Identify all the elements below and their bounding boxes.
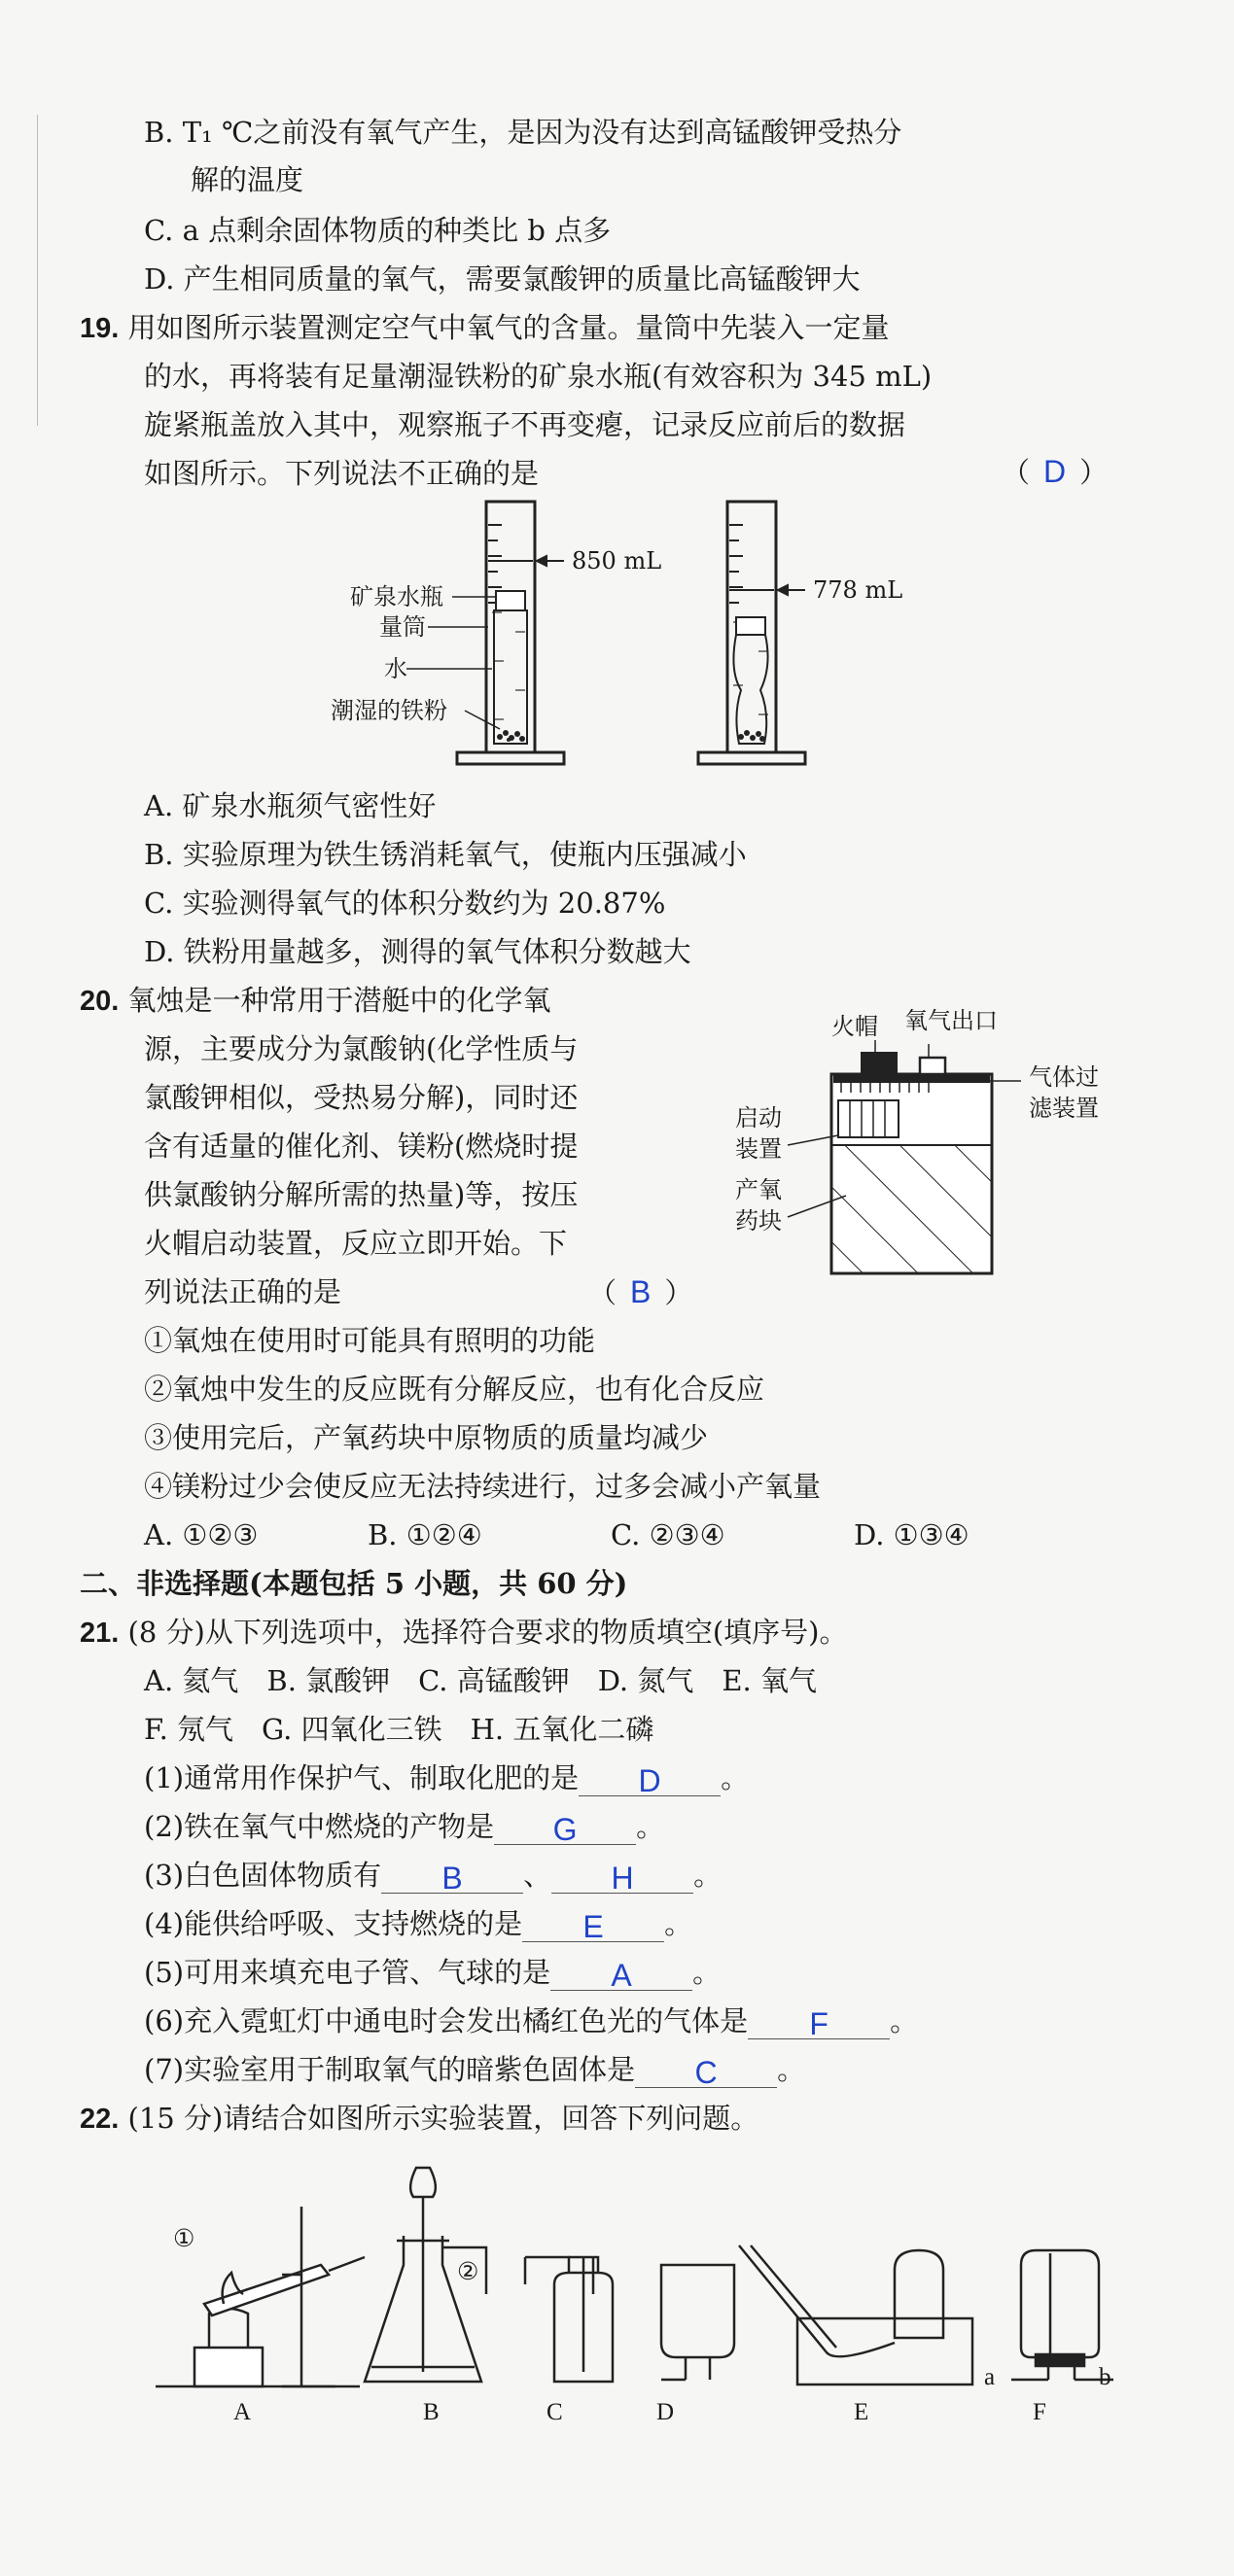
q21-choices-line2: F. 氖气 G. 四氧化三铁 H. 五氧化二磷 <box>144 1713 654 1746</box>
label-850: 850 mL <box>572 547 662 574</box>
q21-answer-3b: H <box>611 1861 634 1896</box>
q20-statement-3: ③使用完后，产氧药块中原物质的质量均减少 <box>144 1421 709 1454</box>
q19-stem-line3: 旋紧瓶盖放入其中，观察瓶子不再变瘪，记录反应前后的数据 <box>144 408 906 441</box>
q18-option-d: D. 产生相同质量的氧气，需要氯酸钾的质量比高锰酸钾大 <box>144 262 861 296</box>
label-starter-1: 启动 <box>735 1104 782 1131</box>
q21-answer-7: C <box>694 2055 718 2090</box>
period: 。 <box>890 2004 919 2037</box>
q18-option-b-line2: 解的温度 <box>191 163 304 196</box>
q19-answer: D <box>1043 454 1067 489</box>
label-bottle: 矿泉水瓶 <box>350 583 443 610</box>
label-iron: 潮湿的铁粉 <box>331 697 447 724</box>
label-starter-2: 装置 <box>735 1135 782 1163</box>
q20-option-c: C. ②③④ <box>611 1518 725 1551</box>
q20-statement-2: ②氧烛中发生的反应既有分解反应，也有化合反应 <box>144 1373 765 1406</box>
q20-stem-line7: 列说法正确的是 <box>144 1275 342 1308</box>
q21-item-5-text: (5)可用来填充电子管、气球的是 <box>144 1956 551 1989</box>
q21-choices-line1: A. 氦气 B. 氯酸钾 C. 高锰酸钾 D. 氮气 E. 氧气 <box>144 1664 817 1697</box>
q20-stem-line4: 含有适量的催化剂、镁粉(燃烧时提 <box>144 1130 579 1163</box>
apparatus-label-c: C <box>546 2399 563 2425</box>
q20-stem-line6: 火帽启动装置，反应立即开始。下 <box>144 1227 568 1260</box>
mark-2: ② <box>457 2259 479 2285</box>
q20-stem-line1: 氧烛是一种常用于潜艇中的化学氧 <box>127 984 551 1017</box>
period: 。 <box>693 1859 723 1892</box>
q21-line1 <box>80 1614 847 1652</box>
margin-rule <box>37 115 38 426</box>
period: 。 <box>664 1907 693 1940</box>
port-b: b <box>1099 2364 1111 2390</box>
period: 。 <box>721 1761 750 1794</box>
q20-answer-bracket <box>588 1273 692 1311</box>
q21-item-4 <box>144 1905 692 1942</box>
q21-answer-5: A <box>611 1958 632 1993</box>
period: 。 <box>636 1810 665 1843</box>
q19-block <box>80 309 890 347</box>
apparatus-label-f: F <box>1033 2399 1046 2425</box>
q21-stem: (8 分)从下列选项中，选择符合要求的物质填空(填序号)。 <box>127 1616 848 1649</box>
apparatus-d <box>661 2265 734 2380</box>
apparatus-label-e: E <box>854 2399 869 2425</box>
q19-option-c: C. 实验测得氧气的体积分数约为 20.87% <box>144 887 666 920</box>
left-cylinder-base <box>457 752 564 764</box>
q18-option-c: C. a 点剩余固体物质的种类比 b 点多 <box>144 214 612 247</box>
apparatus-label-a: A <box>233 2399 252 2425</box>
q20-stem-line2: 源，主要成分为氯酸钠(化学性质与 <box>144 1032 579 1065</box>
label-oxygen-outlet: 氧气出口 <box>904 1007 998 1034</box>
section-heading: 二、非选择题(本题包括 5 小题，共 60 分) <box>80 1567 628 1600</box>
label-fire-cap: 火帽 <box>831 1013 878 1040</box>
q19-stem-line2: 的水，再将装有足量潮湿铁粉的矿泉水瓶(有效容积为 345 mL) <box>144 360 933 393</box>
q19-option-d: D. 铁粉用量越多，测得的氧气体积分数越大 <box>144 935 691 968</box>
q21-item-6-text: (6)充入霓虹灯中通电时会发出橘红色光的气体是 <box>144 2004 749 2037</box>
q21-blank-2 <box>494 1811 636 1845</box>
label-water: 水 <box>384 655 407 682</box>
q21-blank-3b <box>551 1860 693 1894</box>
q22-stem: (15 分)请结合如图所示实验装置，回答下列问题。 <box>127 2102 759 2135</box>
q21-answer-4: E <box>582 1909 604 1944</box>
q21-blank-3a <box>381 1860 523 1894</box>
label-block-2: 药块 <box>735 1207 782 1235</box>
q21-item-5 <box>144 1954 721 1991</box>
q18-option-b-line1: B. T₁ ℃之前没有氧气产生，是因为没有达到高锰酸钾受热分 <box>144 116 902 149</box>
q19-stem-line4: 如图所示。下列说法不正确的是 <box>144 457 540 490</box>
q20-stem-line5: 供氯酸钠分解所需的热量)等，按压 <box>144 1178 579 1211</box>
q20-option-a: A. ①②③ <box>144 1518 259 1551</box>
oxygen-block <box>831 1145 992 1273</box>
q19-stem-line1: 用如图所示装置测定空气中氧气的含量。量筒中先装入一定量 <box>127 311 890 344</box>
label-filter-2: 滤装置 <box>1029 1095 1099 1122</box>
fire-cap <box>861 1052 898 1074</box>
q21-blank-7 <box>635 2054 777 2088</box>
port-a: a <box>984 2364 996 2390</box>
q21-item-3 <box>144 1857 722 1894</box>
apparatus-f <box>1011 2250 1113 2380</box>
q21-item-7 <box>144 2051 805 2088</box>
q21-item-2-text: (2)铁在氧气中燃烧的产物是 <box>144 1810 495 1843</box>
apparatus-label-b: B <box>423 2399 440 2425</box>
q21-blank-6 <box>748 2005 890 2039</box>
oxygen-outlet <box>920 1058 945 1074</box>
q21-item-4-text: (4)能供给呼吸、支持燃烧的是 <box>144 1907 523 1940</box>
apparatus-e <box>739 2245 972 2385</box>
q22-line1 <box>80 2100 758 2138</box>
q19-number: 19. <box>80 313 120 344</box>
q22-number: 22. <box>80 2104 120 2135</box>
q20-line1 <box>80 982 551 1020</box>
q21-item-1 <box>144 1759 749 1796</box>
label-cylinder: 量筒 <box>379 613 426 641</box>
q20-statement-4: ④镁粉过少会使反应无法持续进行，过多会减小产氧量 <box>144 1470 822 1503</box>
q22-figure <box>156 2148 1128 2401</box>
q19-answer-bracket <box>1002 453 1108 491</box>
right-cylinder-base <box>698 752 805 764</box>
apparatus-label-d: D <box>656 2399 675 2425</box>
q19-option-a: A. 矿泉水瓶须气密性好 <box>144 789 437 822</box>
apparatus-c <box>525 2257 613 2382</box>
mark-1: ① <box>173 2226 195 2252</box>
label-block-1: 产氧 <box>735 1176 782 1203</box>
paren-close: ） <box>664 1276 693 1309</box>
q21-item-6 <box>144 2002 918 2039</box>
q20-option-d: D. ①③④ <box>854 1518 970 1551</box>
paren-open: （ <box>588 1276 617 1309</box>
q21-answer-2: G <box>552 1812 578 1847</box>
period: 。 <box>692 1956 722 1989</box>
q21-answer-1: D <box>638 1763 661 1798</box>
label-778: 778 mL <box>813 576 903 604</box>
q20-statement-1: ①氧烛在使用时可能具有照明的功能 <box>144 1324 596 1357</box>
separator: 、 <box>523 1859 552 1892</box>
q20-number: 20. <box>80 986 120 1017</box>
q19-option-b: B. 实验原理为铁生锈消耗氧气，使瓶内压强减小 <box>144 838 747 871</box>
q21-item-1-text: (1)通常用作保护气、制取化肥的是 <box>144 1761 580 1794</box>
label-filter-1: 气体过 <box>1029 1063 1099 1091</box>
period: 。 <box>777 2053 806 2086</box>
q21-item-7-text: (7)实验室用于制取氧气的暗紫色固体是 <box>144 2053 636 2086</box>
q21-item-2 <box>144 1808 664 1845</box>
q21-number: 21. <box>80 1618 120 1649</box>
q20-stem-line3: 氯酸钾相似，受热易分解)，同时还 <box>144 1081 579 1114</box>
q21-item-3-text: (3)白色固体物质有 <box>144 1859 382 1892</box>
q21-answer-3a: B <box>441 1861 463 1896</box>
q20-answer: B <box>630 1274 652 1309</box>
paren-open: （ <box>1002 456 1031 489</box>
paren-close: ） <box>1079 456 1109 489</box>
starter-device <box>838 1100 899 1137</box>
q21-blank-1 <box>579 1762 721 1796</box>
q21-blank-4 <box>522 1908 664 1942</box>
q21-blank-5 <box>550 1957 692 1991</box>
q21-answer-6: F <box>809 2006 829 2041</box>
q20-option-b: B. ①②④ <box>368 1518 482 1551</box>
